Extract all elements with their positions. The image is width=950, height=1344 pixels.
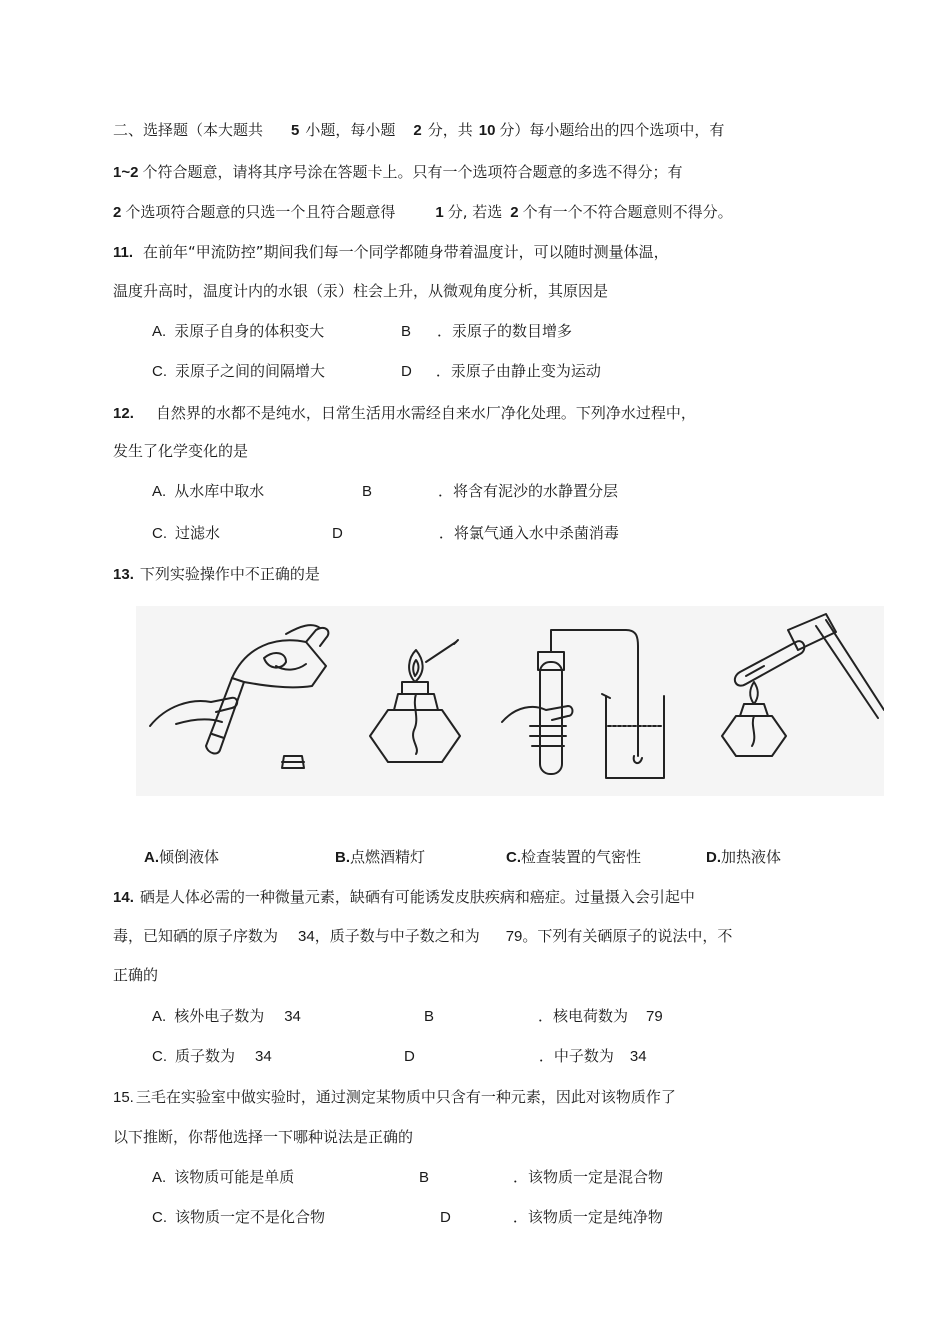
caption-letter: D. <box>706 849 721 866</box>
option-14-A[interactable] <box>152 1006 301 1027</box>
option-letter: A. <box>152 1169 167 1186</box>
caption-B <box>335 847 425 868</box>
option-text: 过滤水 <box>175 524 221 542</box>
option-14-C[interactable] <box>152 1046 272 1067</box>
option-14-B[interactable] <box>424 1006 663 1027</box>
question-text: 三毛在实验室中做实验时，通过测定某物质中只含有一种元素，因此对该物质作了 <box>135 1088 676 1106</box>
caption-D <box>706 847 781 868</box>
caption-text: 检查装置的气密性 <box>521 848 642 866</box>
option-text: ．该物质一定是混合物 <box>513 1168 664 1186</box>
option-letter: A. <box>152 1008 167 1025</box>
question-text: 硒是人体必需的一种微量元素，缺硒有可能诱发皮肤疾病和癌症。过量摄入会引起中 <box>139 888 695 906</box>
option-letter: D <box>440 1209 451 1226</box>
option-number: 34 <box>255 1048 272 1065</box>
mass-number: 79 <box>505 928 523 945</box>
question-13-stem: 13. 下列实验操作中不正确的是 <box>113 565 320 583</box>
total-points: 10 <box>478 122 496 139</box>
partial-points: 1 <box>435 204 444 221</box>
section-heading-line-1 <box>113 120 724 141</box>
section-heading-text: 分, 若选 <box>447 203 503 221</box>
question-text: 以下推断，你帮他选择一下哪种说法是正确的 <box>113 1128 414 1146</box>
section-heading-text: 二、选择题（本大题共 <box>113 121 264 139</box>
option-12-B[interactable] <box>362 481 618 502</box>
question-text: 。下列有关硒原子的说法中，不 <box>522 927 733 945</box>
question-text: 正确的 <box>113 966 159 984</box>
question-text: 自然界的水都不是纯水，日常生活用水需经自来水厂净化处理。下列净水过程中， <box>155 404 696 422</box>
question-number: 14 <box>113 889 130 906</box>
question-12-stem-2 <box>113 441 248 461</box>
option-11-C[interactable] <box>152 361 325 382</box>
atomic-number: 34 <box>298 928 315 945</box>
question-14-stem-2 <box>113 926 732 947</box>
option-text: ．将氯气通入水中杀菌消毒 <box>438 524 619 542</box>
caption-letter: A. <box>144 849 159 866</box>
option-11-A[interactable] <box>152 321 324 342</box>
option-letter: D <box>401 363 412 380</box>
option-text: ．汞原子的数目增多 <box>437 322 573 340</box>
question-number: 15. <box>113 1089 134 1106</box>
option-text: 从水库中取水 <box>174 482 265 500</box>
question-11-stem: 11. 在前年“甲流防控”期间我们每一个同学都随身带着温度计，可以随时测量体温， <box>113 243 669 261</box>
question-text: 下列实验操作中不正确的是 <box>139 565 320 583</box>
option-number: 34 <box>629 1048 647 1065</box>
option-letter: D <box>404 1048 415 1065</box>
section-heading-text: 分）每小题给出的四个选项中，有 <box>499 121 725 139</box>
option-15-A[interactable] <box>152 1167 294 1188</box>
question-11-stem-2 <box>113 281 608 301</box>
option-text: 该物质一定不是化合物 <box>175 1208 326 1226</box>
option-14-D[interactable] <box>404 1046 647 1067</box>
option-letter: A. <box>152 323 167 340</box>
question-12-stem: 12. 自然界的水都不是纯水，日常生活用水需经自来水厂净化处理。下列净水过程中， <box>113 404 696 422</box>
section-heading-text: 个选项符合题意的只选一个且符合题意得 <box>125 203 396 221</box>
option-letter: B <box>419 1169 430 1186</box>
caption-C <box>506 847 641 868</box>
question-number: 12 <box>113 405 130 422</box>
question-number: 13 <box>113 566 130 583</box>
question-14-stem: 14. 硒是人体必需的一种微量元素，缺硒有可能诱发皮肤疾病和癌症。过量摄入会引起中 <box>113 888 695 906</box>
option-letter: B <box>362 483 373 500</box>
option-letter: A. <box>152 483 167 500</box>
question-text: 发生了化学变化的是 <box>113 442 249 460</box>
question-15-stem <box>113 1087 676 1108</box>
option-text: 该物质可能是单质 <box>174 1168 295 1186</box>
option-text: 汞原子自身的体积变大 <box>174 322 325 340</box>
option-11-B[interactable] <box>401 321 572 342</box>
option-15-C[interactable] <box>152 1207 325 1228</box>
caption-letter: B. <box>335 849 350 866</box>
option-letter: B <box>401 323 412 340</box>
option-15-D[interactable] <box>440 1207 663 1228</box>
section-heading-line-2 <box>113 162 682 183</box>
option-12-D[interactable] <box>332 523 619 544</box>
option-letter: C. <box>152 1209 167 1226</box>
option-number: 79 <box>646 1008 663 1025</box>
option-text: 核外电子数为 <box>174 1007 265 1025</box>
option-letter: C. <box>152 1048 167 1065</box>
section-heading-text: 小题，每小题 <box>305 121 396 139</box>
question-14-stem-3 <box>113 965 158 985</box>
option-15-B[interactable] <box>419 1167 663 1188</box>
question-text: 毒，已知硒的原子序数为 <box>113 927 279 945</box>
question-text: ，质子数与中子数之和为 <box>314 927 480 945</box>
option-11-D[interactable] <box>401 361 601 382</box>
section-heading-text: 个符合题意，请将其序号涂在答题卡上。只有一个选项符合题意的多选不得分；有 <box>142 163 683 181</box>
question-count: 5 <box>291 122 300 139</box>
answer-count: 1~2 <box>113 164 139 181</box>
section-heading-text: 个有一个不符合题意则不得分。 <box>522 203 733 221</box>
answer-count: 2 <box>510 204 519 221</box>
option-letter: C. <box>152 525 167 542</box>
option-letter: D <box>332 525 343 542</box>
section-heading-line-3 <box>113 202 733 223</box>
answer-count: 2 <box>113 204 122 221</box>
question-number: 11 <box>113 244 129 261</box>
option-text: 质子数为 <box>175 1047 236 1065</box>
caption-A <box>144 847 219 868</box>
caption-text: 加热液体 <box>721 848 782 866</box>
caption-letter: C. <box>506 849 521 866</box>
option-text: ．该物质一定是纯净物 <box>512 1208 663 1226</box>
option-text: 汞原子之间的间隔增大 <box>175 362 326 380</box>
option-text: ．将含有泥沙的水静置分层 <box>438 482 619 500</box>
option-text: ．中子数为 <box>538 1047 614 1065</box>
option-text: ．汞原子由静止变为运动 <box>435 362 601 380</box>
option-12-A[interactable] <box>152 481 264 502</box>
question-text: 温度升高时，温度计内的水银（汞）柱会上升，从微观角度分析，其原因是 <box>113 282 609 300</box>
option-letter: C. <box>152 363 167 380</box>
question-15-stem-2 <box>113 1127 413 1147</box>
option-number: 34 <box>284 1008 301 1025</box>
lab-operations-figure <box>136 606 884 796</box>
caption-text: 点燃酒精灯 <box>350 848 426 866</box>
option-letter: B <box>424 1008 435 1025</box>
points-per-question: 2 <box>413 122 422 139</box>
option-12-C[interactable] <box>152 523 220 544</box>
question-text: 在前年“甲流防控”期间我们每一个同学都随身带着温度计，可以随时测量体温， <box>143 243 669 261</box>
section-heading-text: 分，共 <box>427 121 473 139</box>
caption-text: 倾倒液体 <box>159 848 220 866</box>
option-text: ．核电荷数为 <box>538 1007 629 1025</box>
